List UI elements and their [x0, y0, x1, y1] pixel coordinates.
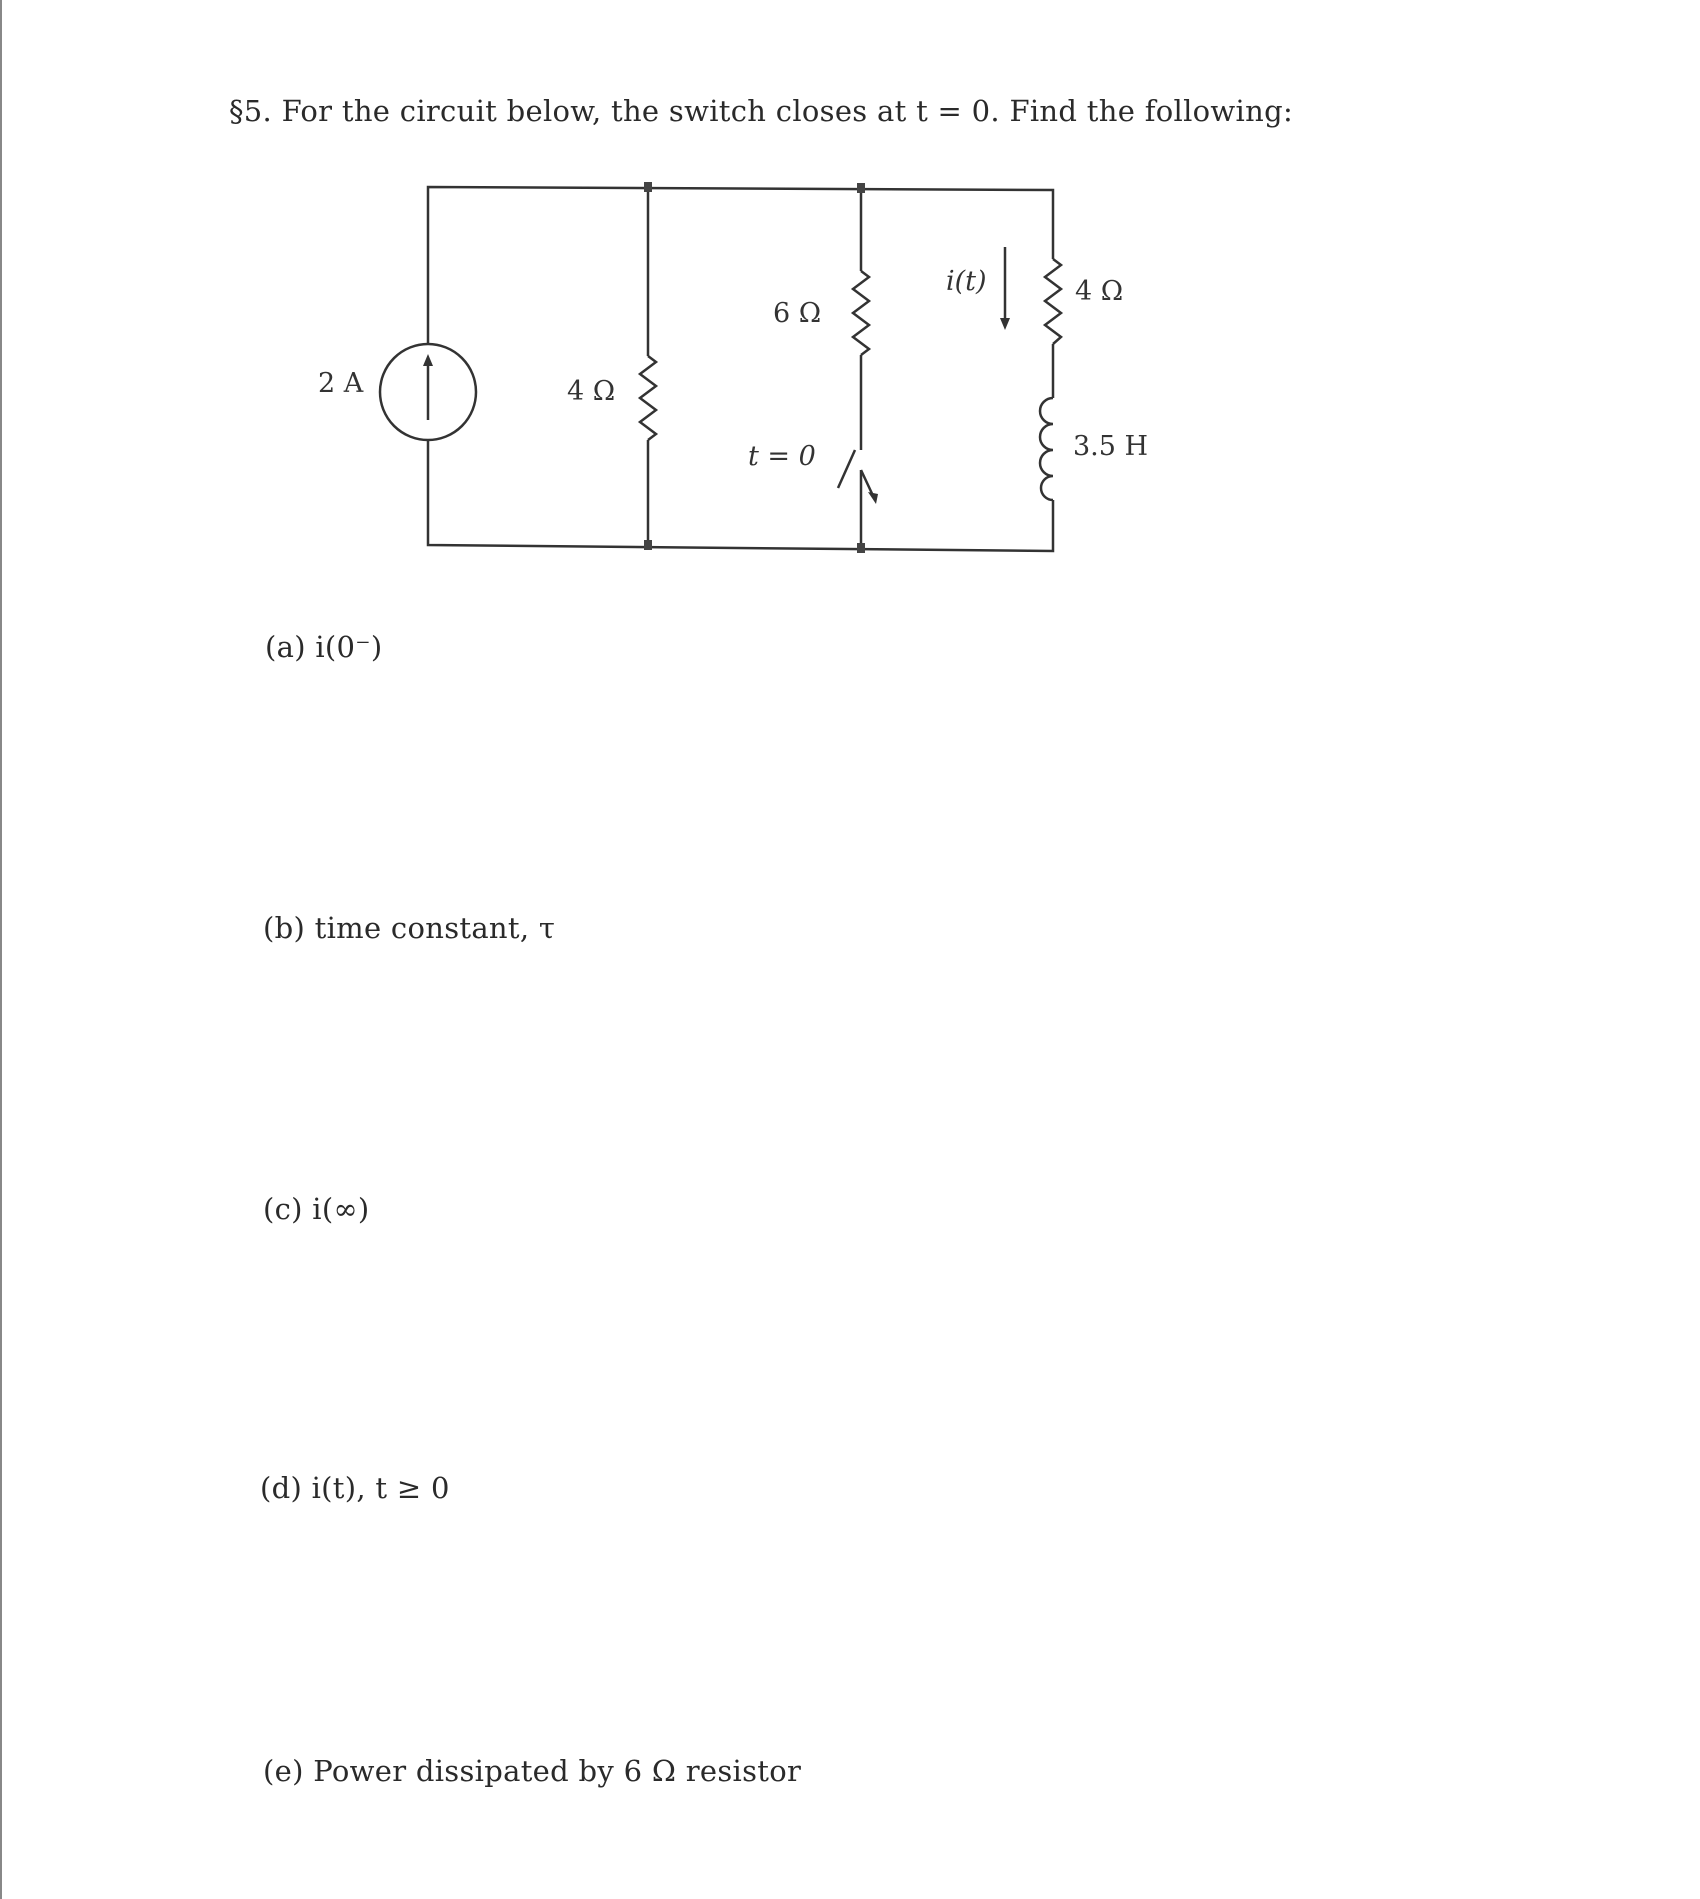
junction-node — [857, 183, 865, 193]
part-d: (d) i(t), t ≥ 0 — [260, 1471, 450, 1505]
switch-arrowhead-icon — [868, 492, 878, 504]
problem-header: §5. For the circuit below, the switch closes at t = 0. Find the following: — [229, 94, 1294, 128]
junction-node — [644, 540, 652, 550]
r1-label: 4 Ω — [567, 376, 616, 407]
part-a: (a) i(0⁻) — [265, 630, 383, 664]
r3-label: 4 Ω — [1075, 276, 1124, 307]
resistor-4ohm — [640, 356, 656, 440]
r2-label: 6 Ω — [773, 298, 822, 329]
inductor-label: 3.5 H — [1073, 431, 1149, 462]
resistor-4ohm-right — [1045, 259, 1061, 344]
inductor — [1040, 398, 1053, 500]
switch — [838, 450, 855, 488]
source-arrowhead-icon — [423, 354, 433, 366]
junction-node — [644, 182, 652, 192]
resistor-6ohm — [853, 271, 869, 355]
current-label: i(t) — [946, 266, 987, 297]
current-arrowhead-icon — [1000, 318, 1010, 330]
part-e: (e) Power dissipated by 6 Ω resistor — [263, 1754, 802, 1788]
circuit-diagram — [0, 0, 1700, 700]
junction-node — [857, 543, 865, 553]
source-label: 2 A — [318, 368, 364, 399]
switch-label: t = 0 — [748, 441, 816, 472]
part-b: (b) time constant, τ — [263, 911, 556, 945]
part-c: (c) i(∞) — [263, 1192, 370, 1226]
bottom-wire — [428, 440, 1053, 551]
